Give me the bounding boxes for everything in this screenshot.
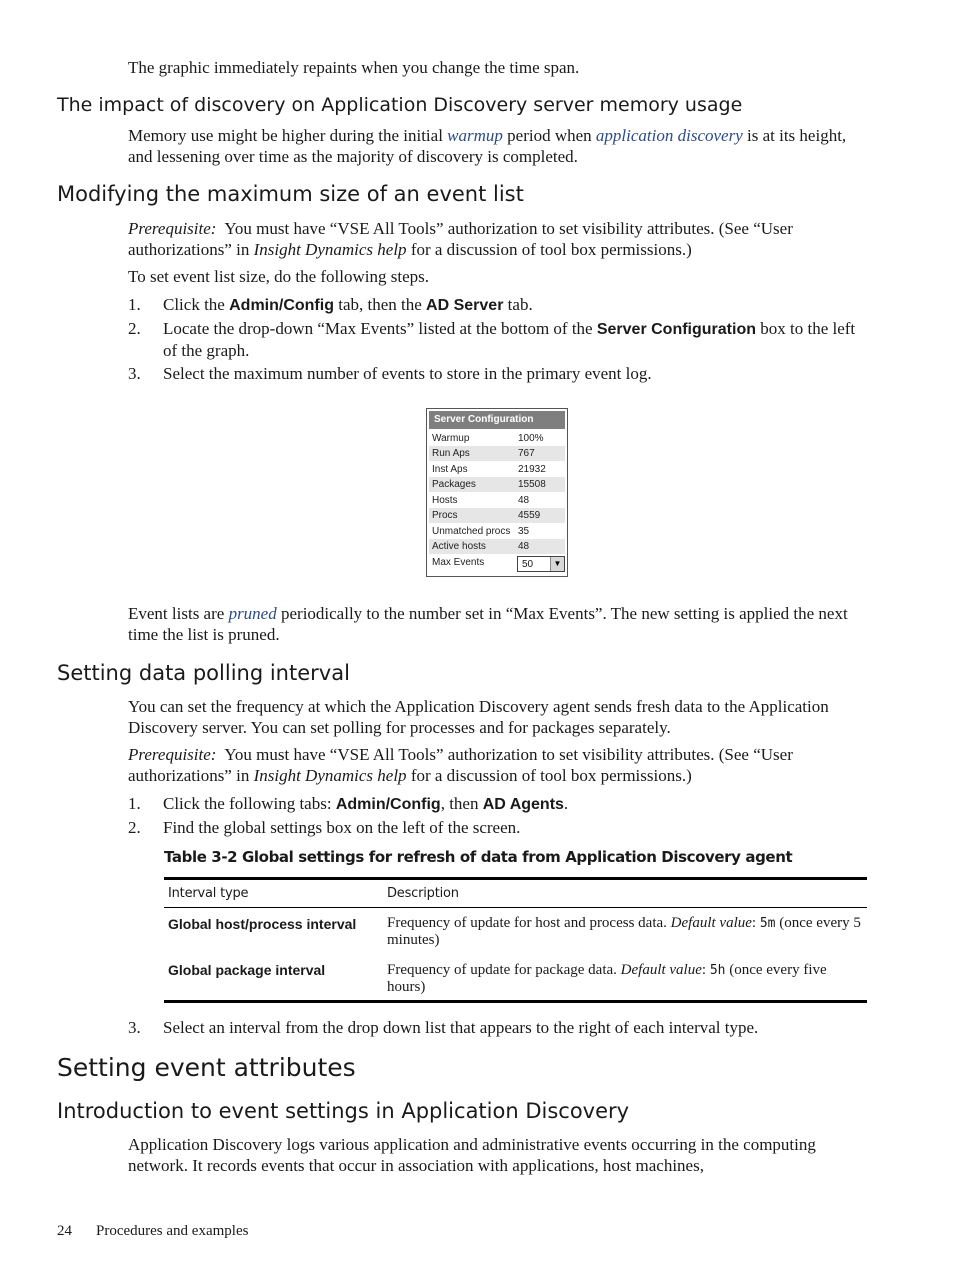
page-number: 24	[57, 1223, 72, 1239]
step-item	[128, 318, 870, 360]
memory-text-b: period when	[502, 126, 596, 145]
ad-server-tab-label: AD Server	[426, 297, 504, 314]
config-key: Warmup	[432, 433, 470, 444]
config-value: 21932	[518, 464, 546, 475]
chevron-down-icon[interactable]: ▼	[550, 557, 564, 571]
config-row-active-hosts	[429, 539, 565, 554]
server-configuration-panel	[426, 408, 568, 577]
table-header-interval-type: Interval type	[168, 886, 249, 901]
ad-agents-tab-label: AD Agents	[482, 796, 564, 813]
pruned-text-b: periodically to the number set in “Max Events”. The new setting is applied the next time the list is pruned.	[128, 604, 848, 644]
server-configuration-label: Server Configuration	[596, 321, 756, 338]
heading-event-list-size: Modifying the maximum size of an event list	[57, 182, 524, 206]
step-text: box to the left of the graph.	[163, 319, 856, 360]
step-text: Click the following tabs:	[163, 794, 336, 813]
config-row-procs	[429, 508, 565, 523]
table-caption: Table 3-2 Global settings for refresh of data from Application Discovery agent	[164, 848, 793, 866]
step-number: 3.	[128, 1018, 141, 1037]
description-text: Frequency of update for package data.	[387, 962, 621, 978]
description-text: (once every five hours)	[387, 962, 827, 995]
memory-text-a: Memory use might be higher during the initial	[128, 126, 448, 145]
config-key: Inst Aps	[432, 464, 468, 475]
config-row-run-aps	[429, 446, 565, 461]
steps-intro: To set event list size, do the following steps.	[128, 267, 429, 286]
description-colon: :	[701, 962, 710, 978]
table-row-key: Global host/process interval	[168, 916, 357, 932]
config-value: 4559	[518, 510, 541, 521]
pruned-link[interactable]: pruned	[228, 604, 277, 623]
step-text: .	[563, 794, 569, 813]
step-body: Select an interval from the drop down list that appears to the right of each interval type.	[163, 1018, 759, 1037]
config-row-unmatched-procs	[429, 524, 565, 539]
insight-dynamics-help-ref: Insight Dynamics help	[253, 240, 407, 259]
default-value-code: 5h	[709, 963, 726, 978]
step-number: 1.	[128, 794, 141, 813]
application-discovery-link[interactable]: application discovery	[595, 126, 743, 145]
step-text: Locate the drop-down “Max Events” listed at the bottom of the	[163, 319, 597, 338]
config-row-warmup	[429, 431, 565, 446]
insight-dynamics-help-ref: Insight Dynamics help	[253, 766, 407, 785]
server-configuration-title: Server Configuration	[429, 411, 565, 429]
prerequisite-paragraph	[128, 218, 870, 260]
step-text: Click the	[163, 295, 230, 314]
max-events-dropdown[interactable]	[517, 556, 565, 572]
step-body: Find the global settings box on the left of the screen.	[163, 818, 521, 837]
config-row-hosts	[429, 493, 565, 508]
config-key: Hosts	[432, 495, 458, 506]
prerequisite-text-b: for a discussion of tool box permissions.)	[406, 240, 692, 259]
config-key: Max Events	[432, 557, 485, 568]
step-text: , then	[440, 794, 483, 813]
step-body	[163, 318, 870, 361]
table-top-rule	[164, 877, 867, 880]
config-value: 15508	[518, 479, 546, 490]
prerequisite-paragraph	[128, 744, 870, 786]
config-key: Packages	[432, 479, 476, 490]
step-text: tab.	[503, 295, 533, 314]
table-header-rule	[164, 907, 867, 908]
prerequisite-label: Prerequisite:	[128, 745, 217, 764]
event-settings-paragraph: Application Discovery logs various application and administrative events occurring in the computing network. It records events that occur in association with applications, host machines,	[128, 1135, 816, 1175]
config-value: 767	[518, 448, 535, 459]
step-item	[128, 1017, 870, 1038]
intro-paragraph: The graphic immediately repaints when you change the time span.	[128, 58, 580, 77]
default-value-label: Default value	[620, 962, 702, 978]
footer-section-title: Procedures and examples	[96, 1223, 249, 1239]
warmup-link[interactable]: warmup	[447, 126, 503, 145]
step-text: tab, then the	[333, 295, 427, 314]
default-value-label: Default value	[670, 915, 752, 931]
step-number: 2.	[128, 818, 141, 837]
config-row-inst-aps	[429, 462, 565, 477]
config-value: 35	[518, 526, 530, 537]
description-text: (once every 5 minutes)	[387, 915, 861, 948]
step-number: 2.	[128, 319, 141, 338]
config-key: Run Aps	[432, 448, 470, 459]
polling-paragraph: You can set the frequency at which the Application Discovery agent sends fresh data to the Application Discovery server. You can set polling for processes and for packages separately.	[128, 697, 829, 737]
config-value: 100%	[518, 433, 544, 444]
admin-config-tab-label: Admin/Config	[335, 796, 441, 813]
description-text: Frequency of update for host and process data.	[387, 915, 671, 931]
default-value-code: 5m	[759, 916, 776, 931]
config-value: 48	[518, 541, 530, 552]
table-row-description	[387, 962, 865, 996]
max-events-selected-value: 50	[522, 559, 534, 570]
admin-config-tab-label: Admin/Config	[229, 297, 334, 314]
memory-paragraph	[128, 125, 870, 167]
step-body: Select the maximum number of events to store in the primary event log.	[163, 364, 652, 383]
config-key: Procs	[432, 510, 458, 521]
prerequisite-label: Prerequisite:	[128, 219, 217, 238]
step-body	[163, 294, 870, 316]
step-number: 3.	[128, 364, 141, 383]
step-item	[128, 294, 870, 315]
prerequisite-text-a: You must have “VSE All Tools” authorization to set visibility attributes. (See “User authorizations” in	[128, 745, 793, 785]
pruned-paragraph	[128, 603, 870, 645]
step-number: 1.	[128, 295, 141, 314]
step-body	[163, 793, 870, 815]
pruned-text-a: Event lists are	[128, 604, 229, 623]
step-item	[128, 817, 870, 838]
step-item	[128, 793, 870, 814]
heading-polling-interval: Setting data polling interval	[57, 661, 350, 685]
description-colon: :	[751, 915, 760, 931]
heading-memory-usage: The impact of discovery on Application Discovery server memory usage	[57, 94, 743, 116]
heading-event-settings-intro: Introduction to event settings in Application Discovery	[57, 1099, 630, 1123]
config-key: Unmatched procs	[432, 526, 511, 537]
prerequisite-text-a: You must have “VSE All Tools” authorization to set visibility attributes. (See “User authorizations” in	[128, 219, 793, 259]
memory-text-c: is at its height, and lessening over time as the majority of discovery is completed.	[128, 126, 847, 166]
config-row-packages	[429, 477, 565, 492]
prerequisite-text-b: for a discussion of tool box permissions.)	[406, 766, 692, 785]
config-key: Active hosts	[432, 541, 486, 552]
table-row-key: Global package interval	[168, 962, 326, 978]
config-value: 48	[518, 495, 530, 506]
table-bottom-rule	[164, 1000, 867, 1003]
heading-event-attributes: Setting event attributes	[57, 1053, 356, 1082]
table-header-description: Description	[387, 886, 459, 901]
step-item	[128, 363, 870, 384]
table-row-description	[387, 915, 865, 949]
